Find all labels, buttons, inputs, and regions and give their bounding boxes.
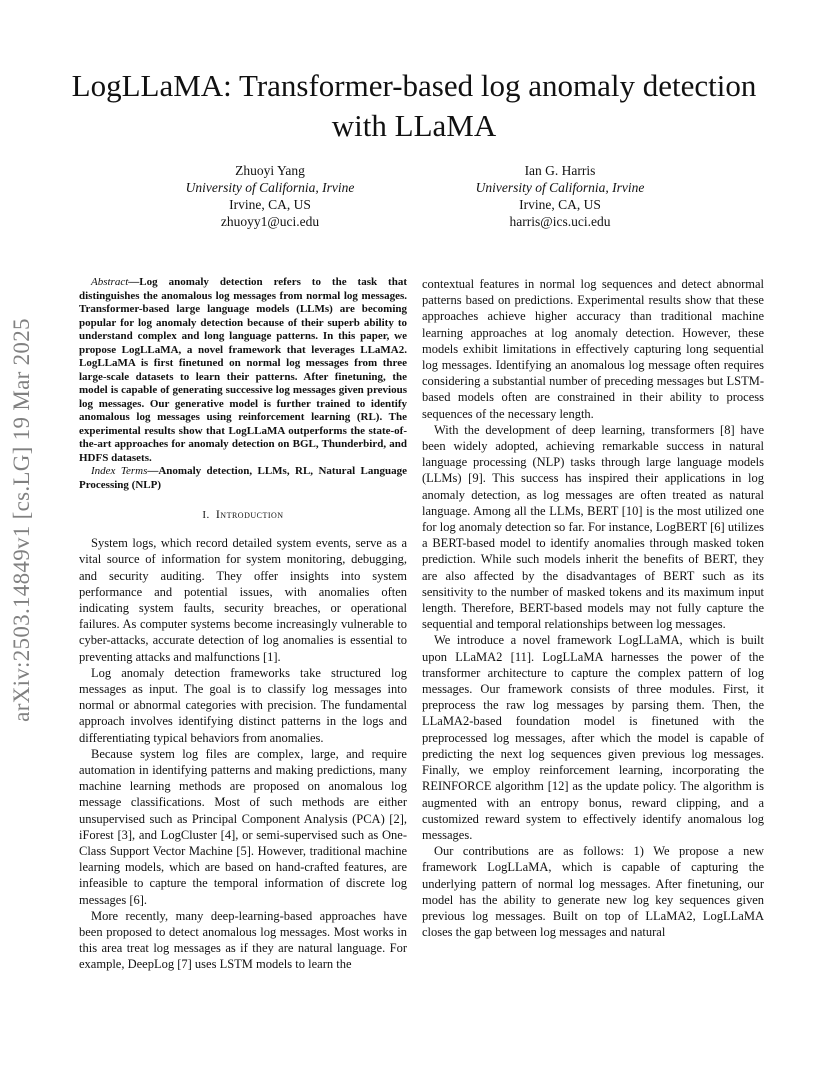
abstract-label: Abstract	[91, 276, 129, 288]
author-name: Ian G. Harris	[524, 163, 596, 178]
body-paragraph: Log anomaly detection frameworks take structured log messages as input. The goal is to classify log messages into normal or abnormal categories with precision. The fundamental approach involves identifying distinct patterns in the logs and differentiating typical behaviors from anomalies.	[79, 665, 407, 745]
index-terms-label: Index Terms	[91, 465, 148, 477]
index-terms-text: —Anomaly detection, LLMs, RL, Natural Language Processing (NLP)	[79, 465, 407, 491]
author-location: Irvine, CA, US	[229, 197, 311, 212]
body-paragraph: With the development of deep learning, transformers [8] have been widely adopted, achieving remarkable success in natural language processing (NLP) tasks through large language models (LLMs) [9]. This success has inspired their applications in log anomaly detection, as log messages are often treated as natural language. Among all the LLMs, BERT [10] is the most utilized one for log anomaly detection so far. For instance, LogBERT [6] utilizes a BERT-based model to identify anomalies through masked token prediction. While such models inherit the benefits of BERT, they are also affected by the disadvantages of BERT such as its sensitivity to the number of masked tokens and its maximum input length. Therefore, BERT-based models may not fully capture the sequential and temporal relationships between log messages.	[422, 422, 764, 632]
author-location: Irvine, CA, US	[519, 197, 601, 212]
abstract-text: —Log anomaly detection refers to the task that distinguishes the anomalous log messages from normal log messages. Transformer-based large language models (LLMs) are becoming popular for log anomaly detection because of their superb ability to understand complex and long language patterns. In this paper, we propose LogLLaMA, a novel framework that leverages LLaMA2. LogLLaMA is first finetuned on normal log messages from three large-scale datasets to learn their patterns. After finetuning, the model is capable of generating successive log messages given previous log messages. Our generative model is further trained to identify anomalous log messages using reinforcement learning (RL). The experimental results show that LogLLaMA outperforms the state-of-the-art approaches for anomaly detection on BGL, Thunderbird, and HDFS datasets.	[79, 276, 407, 464]
arxiv-identifier: arXiv:2503.14849v1 [cs.LG] 19 Mar 2025	[9, 318, 34, 722]
author-affiliation: University of California, Irvine	[185, 180, 355, 195]
abstract	[79, 276, 407, 465]
body-paragraph: More recently, many deep-learning-based approaches have been proposed to detect anomalous log messages. Most works in this area treat log messages as if they are natural language. For example, DeepLog [7] uses LSTM models to learn the	[79, 908, 407, 972]
section-title: Introduction	[215, 507, 284, 521]
section-heading-introduction	[79, 506, 407, 523]
right-column	[422, 276, 764, 940]
body-paragraph: contextual features in normal log sequences and detect abnormal patterns based on predictions. Experimental results show that these approaches achieve higher accuracy than traditional machine learning approaches at log anomaly detection. However, these models exhibit limitations in effectively capturing long sequential log messages. Identifying an anomalous log message often requires considering a substantial number of preceding messages but LSTM-based models often are constrained in their ability to process sequences of the necessary length.	[422, 277, 764, 421]
author-name: Zhuoyi Yang	[235, 163, 305, 178]
author-email: zhuoyy1@uci.edu	[220, 214, 320, 229]
body-paragraph: System logs, which record detailed system events, serve as a vital source of information for system monitoring, debugging, and security auditing. They offer insights into system performance and potential issues, with anomalies often indicating system faults, security breaches, or operational failures. As computer systems become increasingly vulnerable to cyber-attacks, accurate detection of log anomalies is essential to preventing attacks and malfunctions [1].	[79, 536, 407, 664]
left-column	[79, 276, 407, 973]
body-paragraph: We introduce a novel framework LogLLaMA, which is built upon LLaMA2 [11]. LogLLaMA harnesses the power of the transformer architecture to capture the complex pattern of log messages. Our framework consists of three modules. First, it preprocess the raw log messages by parsing them. Then, the LLaMA2-based foundation model is finetuned with the preprocessed log messages, after which the model is capable of predicting the next log sequences given previous log messages. Finally, we employ reinforcement learning, incorporating the REINFORCE algorithm [12] as the update policy. The algorithm is augmented with an entropy bonus, reward clipping, and a customized reward system to effectively identify anomalous log messages.	[422, 633, 764, 842]
section-number: I.	[202, 509, 210, 521]
author-email: harris@ics.uci.edu	[509, 214, 611, 229]
paper-title: LogLLaMA: Transformer-based log anomaly detection with LLaMA	[71, 68, 757, 143]
body-paragraph: Our contributions are as follows: 1) We propose a new framework LogLLaMA, which is capable of capturing the underlying pattern of normal log messages. After finetuning, our model has the ability to generate new log key sequences given previous log messages. Built on top of LLaMA2, LogLLaMA closes the gap between log messages and natural	[422, 844, 764, 940]
author-affiliation: University of California, Irvine	[475, 180, 645, 195]
author-block-2	[460, 162, 660, 230]
body-paragraph: Because system log files are complex, large, and require automation in identifying patterns and making predictions, many machine learning methods are proposed on anomalous log message classifications. Most of such methods are either unsupervised such as Principal Component Analysis (PCA) [2], iForest [3], and LogCluster [4], or semi-supervised such as One-Class Support Vector Machine [5]. However, traditional machine learning models, which are based on hand-crafted features, are infeasible to capture the temporal information of discrete log messages [6].	[79, 746, 407, 907]
author-block-1	[170, 162, 370, 230]
index-terms	[79, 465, 407, 492]
